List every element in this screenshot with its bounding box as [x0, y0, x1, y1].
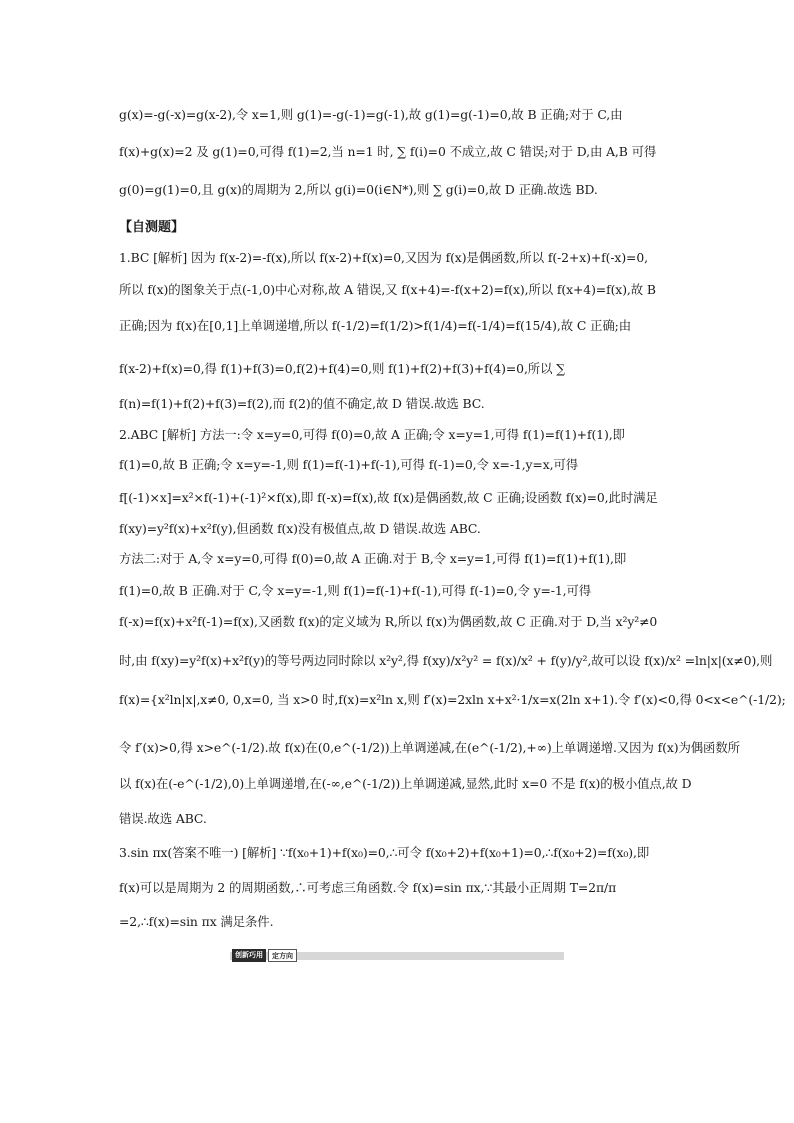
section-heading: 【自测题】 — [119, 220, 185, 235]
text-line: 1.BC [解析] 因为 f(x-2)=-f(x),所以 f(x-2)+f(x)=0,又因为 f(x)是偶函数,所以 f(-2+x)+f(-x)=0, — [119, 250, 648, 265]
text-line: f(x)+g(x)=2 及 g(1)=0,可得 f(1)=2,当 n=1 时, ∑ f(i)=0 不成立,故 C 错误;对于 D,由 A,B 可得 — [119, 144, 657, 159]
text-line: 正确;因为 f(x)在[0,1]上单调递增,所以 f(-1/2)=f(1/2)>f(1/4)=f(-1/4)=f(15/4),故 C 正确;由 — [119, 318, 631, 333]
text-line: 令 f′(x)>0,得 x>e^(-1/2).故 f(x)在(0,e^(-1/2))上单调递减,在(e^(-1/2),+∞)上单调递增.又因为 f(x)为偶函数所 — [119, 740, 740, 755]
text-line: 3.sin πx(答案不唯一) [解析] ∵f(x₀+1)+f(x₀)=0,∴可令 f(x₀+2)+f(x₀+1)=0,∴f(x₀+2)=f(x₀),即 — [119, 845, 650, 860]
text-line: f(n)=f(1)+f(2)+f(3)=f(2),而 f(2)的值不确定,故 D 错误.故选 BC. — [119, 396, 485, 411]
text-line: f(1)=0,故 B 正确.对于 C,令 x=y=-1,则 f(1)=f(-1)+f(-1),可得 f(-1)=0,令 y=-1,可得 — [119, 583, 592, 598]
text-line: g(0)=g(1)=0,且 g(x)的周期为 2,所以 g(i)=0(i∈N*),则 ∑ g(i)=0,故 D 正确.故选 BD. — [119, 182, 598, 197]
text-line: f(-x)=f(x)+x²f(-1)=f(x),又函数 f(x)的定义域为 R,所以 f(x)为偶函数,故 C 正确.对于 D,当 x²y²≠0 — [119, 614, 658, 629]
text-line: 以 f(x)在(-e^(-1/2),0)上单调递增,在(-∞,e^(-1/2))上单调递减,显然,此时 x=0 不是 f(x)的极小值点,故 D — [119, 776, 692, 791]
text-line: f(x)={x²ln|x|,x≠0, 0,x=0, 当 x>0 时,f(x)=x²ln x,则 f′(x)=2xln x+x²·1/x=x(2ln x+1).令 f′(x)<0,得 0<x<e^(-1/2); — [119, 692, 786, 707]
text-line: f(x)可以是周期为 2 的周期函数,∴可考虑三角函数.令 f(x)=sin πx,∵其最小正周期 T=2π/π — [119, 880, 617, 895]
text-line: 错误.故选 ABC. — [119, 811, 207, 826]
text-line: f[(-1)×x]=x²×f(-1)+(-1)²×f(x),即 f(-x)=f(x),故 f(x)是偶函数,故 C 正确;设函数 f(x)=0,此时满足 — [119, 490, 658, 505]
text-line: 方法二:对于 A,令 x=y=0,可得 f(0)=0,故 A 正确.对于 B,令 x=y=1,可得 f(1)=f(1)+f(1),即 — [119, 551, 627, 566]
text-line: 时,由 f(xy)=y²f(x)+x²f(y)的等号两边同时除以 x²y²,得 f(xy)/x²y² = f(x)/x² + f(y)/y²,故可以设 f(x)/x² =ln|x|(x≠0),则 — [119, 653, 773, 668]
text-line: 2.ABC [解析] 方法一:令 x=y=0,可得 f(0)=0,故 A 正确;令 x=y=1,可得 f(1)=f(1)+f(1),即 — [119, 427, 625, 442]
text-line: 所以 f(x)的图象关于点(-1,0)中心对称,故 A 错误,又 f(x+4)=-f(x+2)=f(x),所以 f(x+4)=f(x),故 B — [119, 282, 656, 297]
text-line: =2,∴f(x)=sin πx 满足条件. — [119, 914, 274, 929]
footer-logo-right: 定方向 — [268, 949, 297, 962]
footer-logo-left: 创新巧用 — [232, 949, 266, 962]
text-line: f(xy)=y²f(x)+x²f(y),但函数 f(x)没有极值点,故 D 错误.故选 ABC. — [119, 521, 481, 536]
text-line: g(x)=-g(-x)=g(x-2),令 x=1,则 g(1)=-g(-1)=g(-1),故 g(1)=g(-1)=0,故 B 正确;对于 C,由 — [119, 107, 623, 122]
text-line: f(1)=0,故 B 正确;令 x=y=-1,则 f(1)=f(-1)+f(-1),可得 f(-1)=0,令 x=-1,y=x,可得 — [119, 457, 579, 472]
footer-logo — [232, 949, 297, 962]
text-line: f(x-2)+f(x)=0,得 f(1)+f(3)=0,f(2)+f(4)=0,则 f(1)+f(2)+f(3)+f(4)=0,所以 ∑ — [119, 361, 565, 376]
